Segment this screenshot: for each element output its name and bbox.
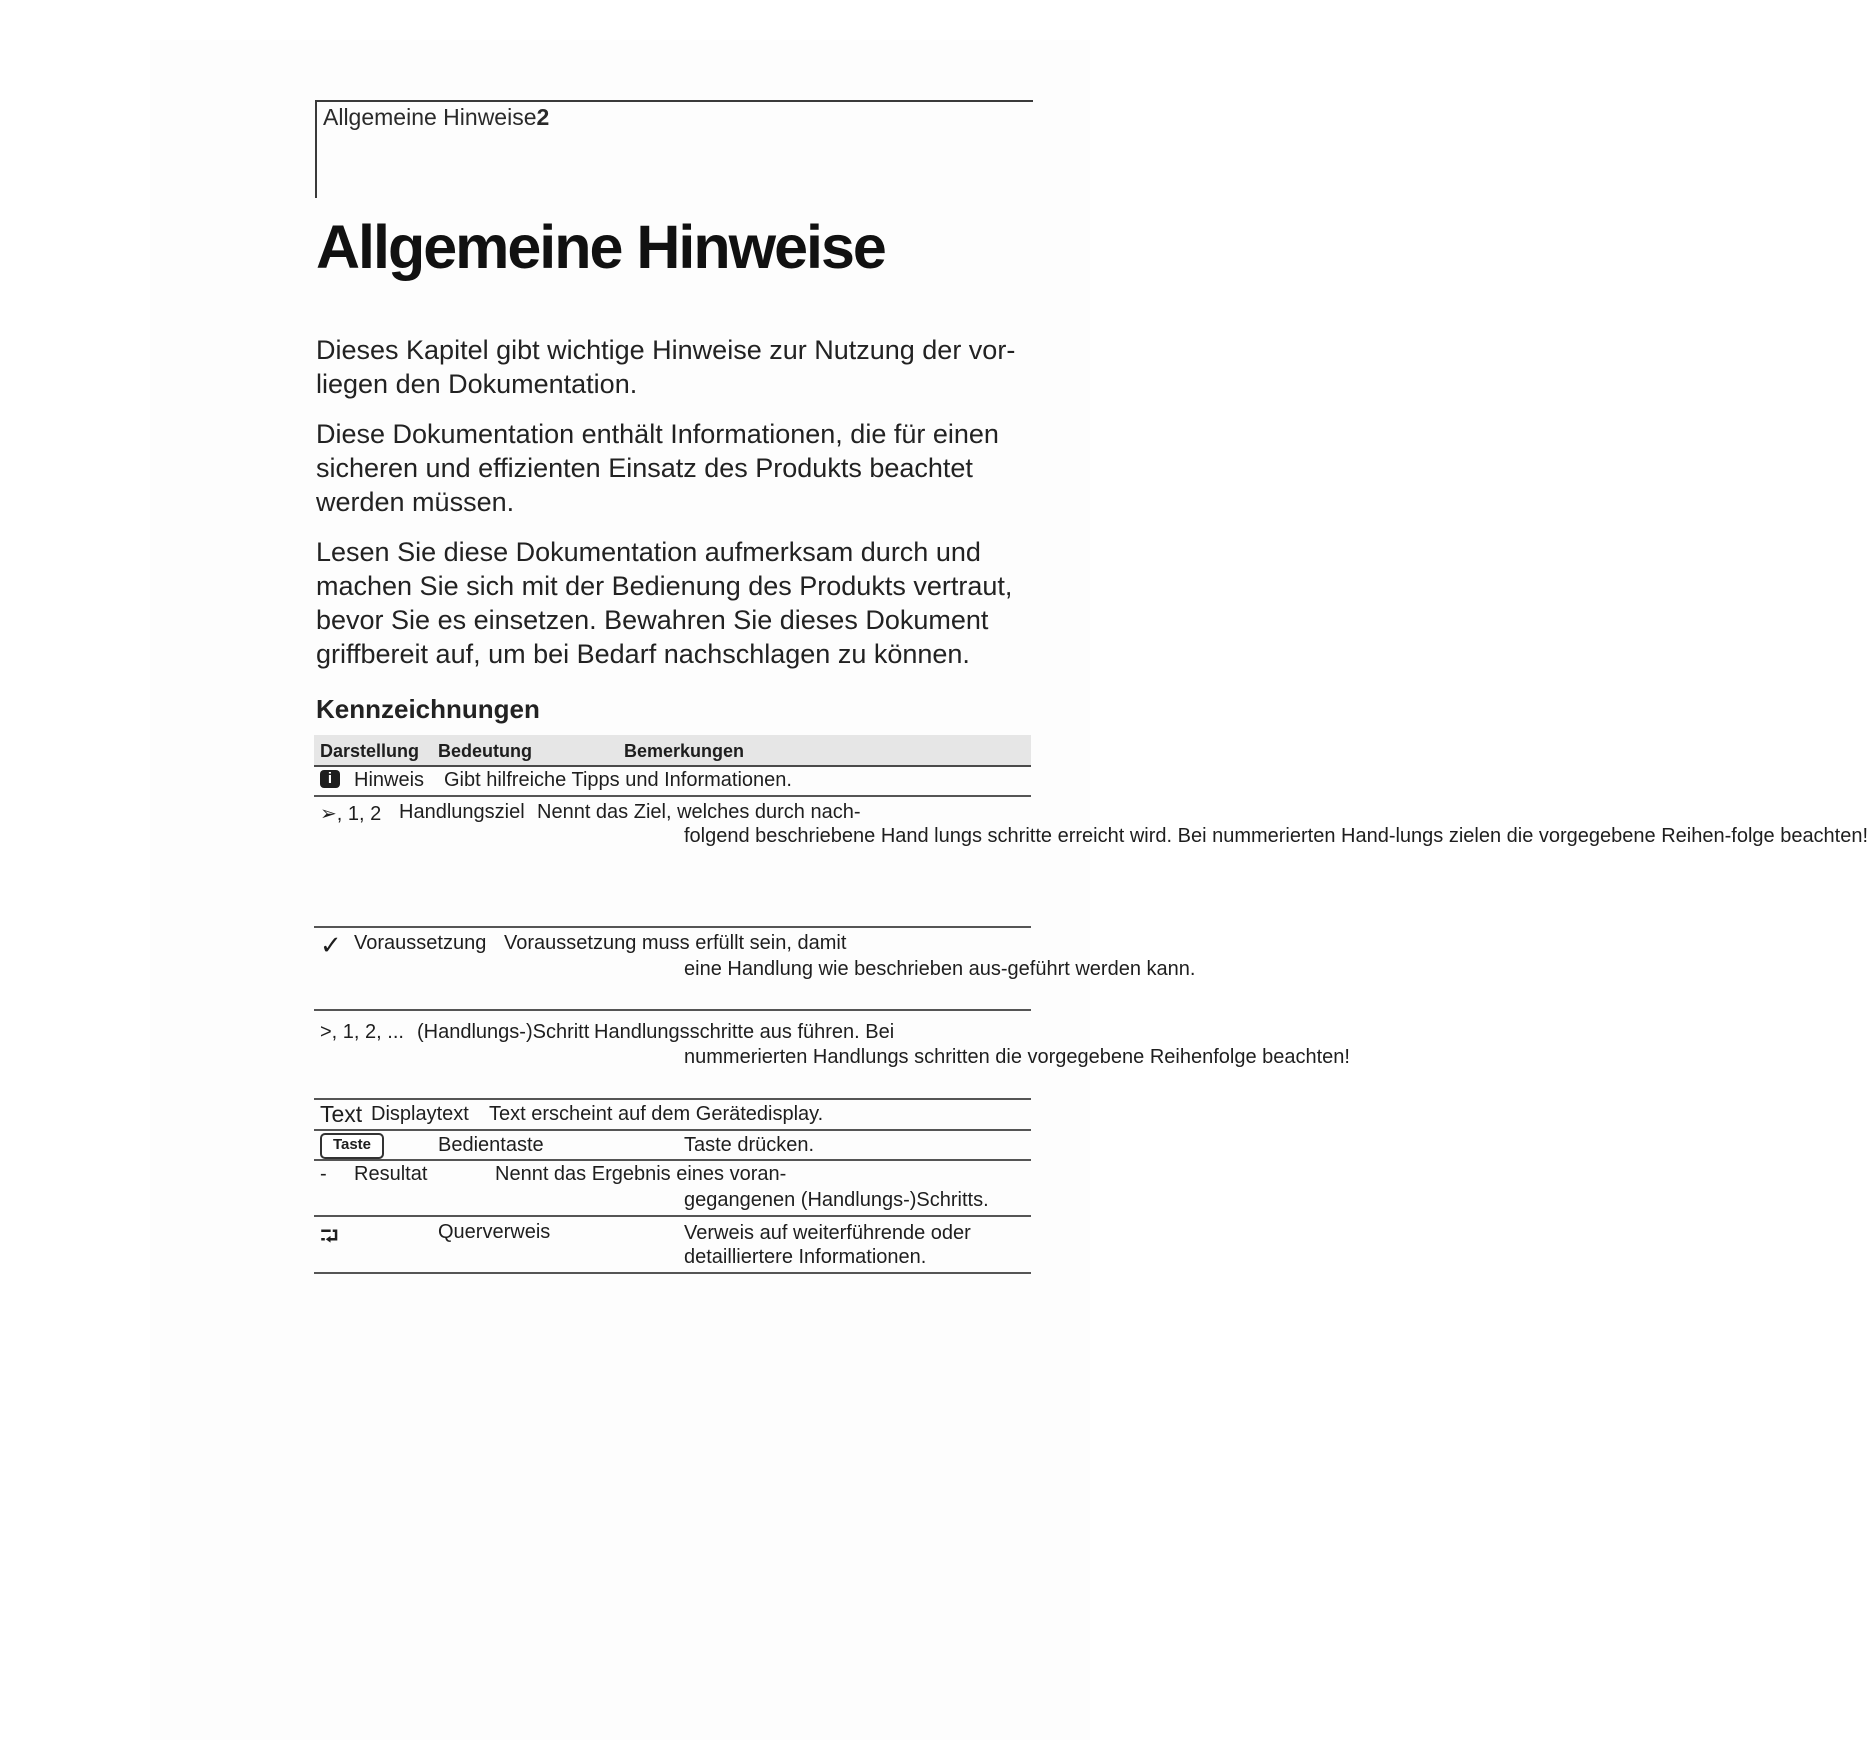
running-header-text <box>323 104 549 131</box>
row-meaning: Querverweis <box>438 1221 551 1243</box>
result-dash-icon: - <box>320 1163 327 1185</box>
table-row <box>314 1011 1350 1100</box>
table-header <box>314 735 1031 767</box>
table-row <box>314 928 1196 1011</box>
row-meaning: Voraussetzung <box>354 932 487 954</box>
page-title: Allgemeine Hinweise <box>316 213 885 281</box>
table-row <box>314 1161 1031 1217</box>
intro-paragraph: Diese Dokumentation enthält Informationen, die für einen sicheren und effizienten Einsatz des Produkts beachtet werden müssen. <box>316 419 999 517</box>
row-remark: Nennt das Ergebnis eines voran- <box>495 1163 787 1185</box>
row-remark: Voraussetzung muss erfüllt sein, damit <box>504 932 847 954</box>
row-remark: Gibt hilfreiche Tipps und Informationen. <box>444 769 792 791</box>
intro-paragraph: Dieses Kapitel gibt wichtige Hinweise zur Nutzung der vor-liegen den Dokumentation. <box>316 335 1016 399</box>
row-remark-continued: nummerierten Handlungs schritten die vorgegebene Reihenfolge beachten! <box>684 1046 1350 1068</box>
section-heading: Kennzeichnungen <box>316 694 540 724</box>
running-header <box>315 100 1033 198</box>
row-remark: Nennt das Ziel, welches durch nach- <box>537 801 861 823</box>
display-text-sample: Text <box>320 1101 363 1127</box>
row-meaning: (Handlungs-)Schritt <box>417 1021 590 1043</box>
cross-reference-icon: ⮒ <box>320 1223 339 1250</box>
row-remark: Handlungsschritte aus führen. Bei <box>594 1021 895 1043</box>
row-meaning: Displaytext <box>371 1103 469 1125</box>
row-meaning: Hinweis <box>354 769 425 791</box>
col-header-bemerkungen: Bemerkungen <box>624 741 745 761</box>
row-remark-continued: folgend beschriebene Hand lungs schritte erreicht wird. Bei nummerierten Hand-lungs zielen die vorgegebene Reihen-folge beachten! <box>684 825 1868 847</box>
goal-arrow-icon: ➢, 1, 2 <box>320 803 382 825</box>
header-label: Allgemeine Hinweise <box>323 104 537 130</box>
row-remark-continued: gegangenen (Handlungs-)Schritts. <box>684 1189 989 1211</box>
row-meaning: Handlungsziel <box>399 801 525 823</box>
row-remark-continued: eine Handlung wie beschrieben aus-geführt werden kann. <box>684 958 1196 980</box>
table-row <box>314 1217 1031 1274</box>
col-header-darstellung: Darstellung <box>320 741 420 761</box>
key-icon: Taste <box>320 1133 384 1159</box>
intro-text <box>316 333 1036 687</box>
row-remark: Text erscheint auf dem Gerätedisplay. <box>489 1103 824 1125</box>
info-icon: i <box>320 770 340 788</box>
row-meaning: Resultat <box>354 1163 428 1185</box>
row-meaning: Bedientaste <box>438 1134 544 1156</box>
intro-paragraph: Lesen Sie diese Dokumentation aufmerksam durch und machen Sie sich mit der Bedienung des Produkts vertraut, bevor Sie es einsetzen. Bewahren Sie dieses Dokument griffbereit auf, um bei Bedarf nachschlagen zu können. <box>316 537 1013 669</box>
header-page-number: 2 <box>536 104 550 130</box>
row-remark-continued: detailliertere Informationen. <box>684 1246 927 1268</box>
table-row <box>314 767 1031 797</box>
table-row <box>314 1131 1031 1161</box>
step-arrow-icon: >, 1, 2, ... <box>320 1021 404 1043</box>
table-row <box>314 797 1868 928</box>
row-remark: Verweis auf weiterführende oder <box>684 1222 971 1244</box>
row-remark: Taste drücken. <box>684 1134 815 1156</box>
col-header-bedeutung: Bedeutung <box>438 741 532 761</box>
table-row <box>314 1100 1031 1131</box>
checkmark-icon: ✓ <box>320 930 342 960</box>
markings-table <box>314 735 1868 1274</box>
